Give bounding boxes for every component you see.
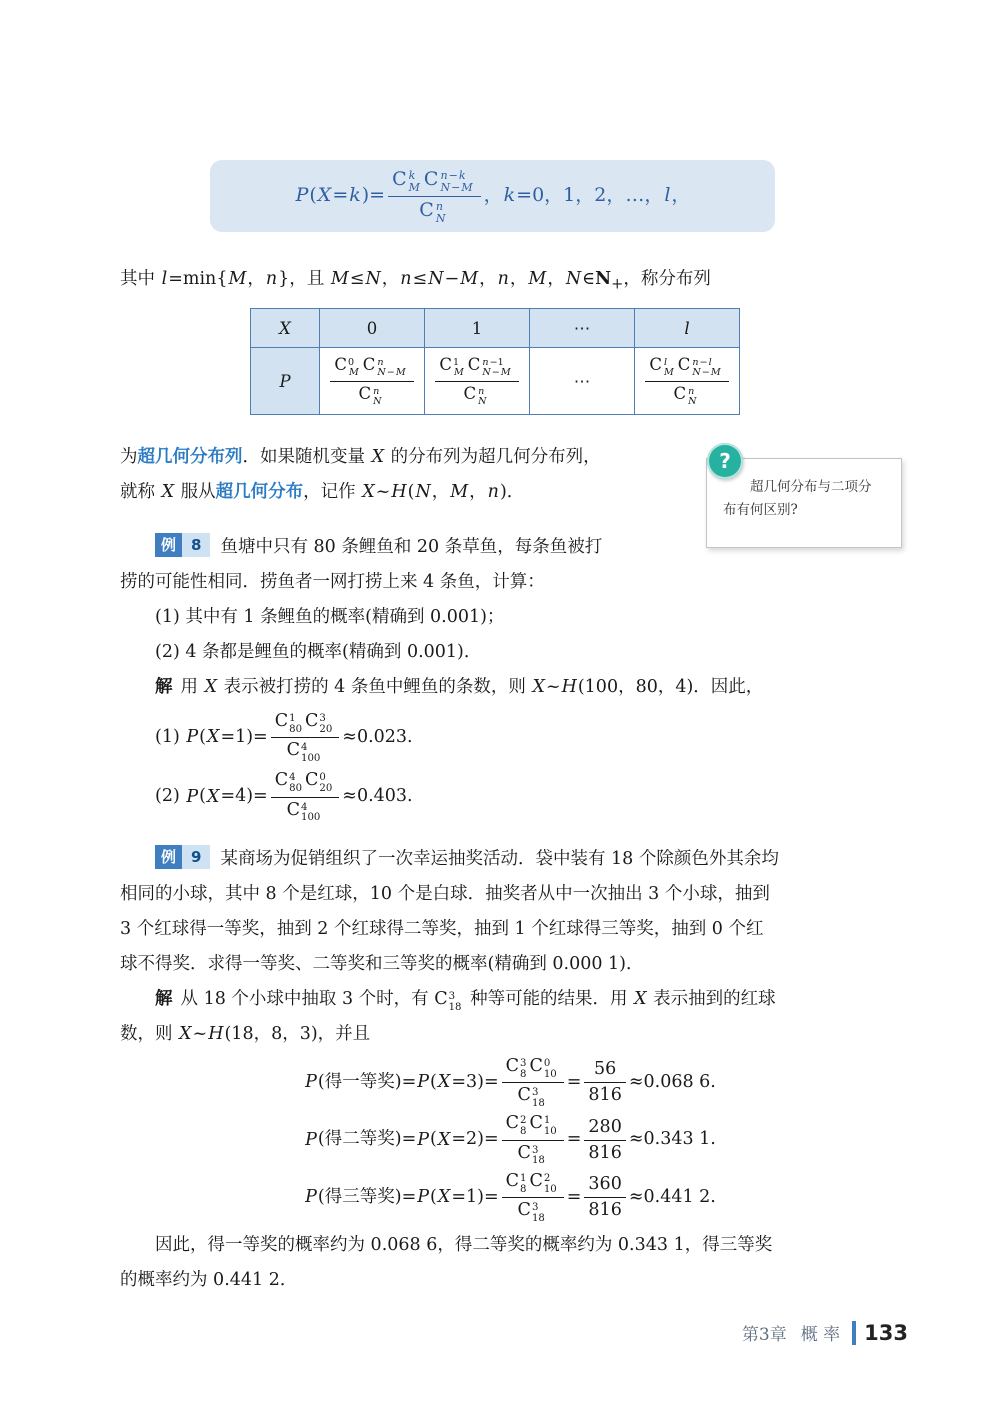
text-line: 3 个红球得一等奖，抽到 2 个红球得二等奖，抽到 1 个红球得三等奖，抽到 0 个红: [120, 919, 764, 939]
example-9-marker: [155, 846, 210, 867]
text-line: 鱼塘中只有 80 条鲤鱼和 20 条草鱼，每条鱼被打: [220, 537, 603, 557]
question-mark-icon: [707, 443, 743, 479]
footer-chapter: 第3章: [741, 1325, 787, 1345]
distribution-table: [250, 308, 740, 415]
text-line: 就称 X 服从超几何分布，记作 X~H(N，M，n)．: [120, 482, 525, 502]
text-line: 的概率约为 0.441 2．: [120, 1270, 298, 1291]
footer-subject: 概 率: [800, 1325, 841, 1345]
equation-line: P(得二等奖)=P(X=2)= C 2 8 C 1 10 C 3 18 = $\frac{280}{816}$ ≈0.343 1.: [305, 1113, 716, 1167]
text-line: [120, 530, 900, 565]
example-marker-number: 8: [182, 533, 210, 557]
text-line: 为超几何分布列．如果随机变量 X 的分布列为超几何分布列，: [120, 447, 601, 467]
example-marker-zi: 例: [155, 533, 182, 557]
margin-note-text: 超几何分布与二项分布有何区别?: [723, 479, 872, 518]
definition-paragraph: [120, 440, 740, 510]
text-line: (2) 4 条都是鲤鱼的概率(精确到 0.001)．: [155, 642, 482, 662]
page-footer: [742, 1320, 908, 1345]
intro-text: 其中 l=min{M，n}，且 M≤N，n≤N−M，n，M，$N\in N_+$，称分布列: [120, 269, 711, 293]
table-cell-x0: 0: [320, 309, 425, 348]
example-marker-number: 9: [182, 845, 210, 869]
example-8-marker: [155, 534, 210, 555]
table-row-p: [251, 348, 740, 415]
equation-line: P(得一等奖)=P(X=3)= C 3 8 C 0 10 C 3 18 = $\frac{56}{816}$ ≈0.068 6.: [305, 1056, 716, 1109]
example-9-section: [120, 842, 900, 1298]
table-cell-pl: C l M C n−l N−M C n N: [635, 348, 740, 415]
text-line: (1) 其中有 1 条鲤鱼的概率(精确到 0.001)；: [155, 607, 505, 627]
table-header-p: P: [251, 348, 320, 415]
hypergeometric-formula: P(X=k)= C k M C n−k N−M C n N ，k=0，1，2，…，l，: [295, 167, 691, 225]
equation-line: (2) P(X=4)= C 4 80 C 0 20 C 4 100 ≈0.403.: [155, 770, 413, 824]
table-cell-p1: C 1 M C n−1 N−M C n N: [425, 348, 530, 415]
table-cell-x1: 1: [425, 309, 530, 348]
solution-line: 解 从 18 个小球中抽取 3 个时，有 C 3 18 种等可能的结果．用 X 表示抽到的红球: [155, 989, 776, 1013]
table-cell-pdots: ⋯: [530, 348, 635, 415]
formula-box: [210, 160, 775, 232]
text-line: 相同的小球，其中 8 个是红球，10 个是白球．抽奖者从中一次抽出 3 个小球，抽到: [120, 884, 770, 904]
example-8-section: [120, 530, 900, 830]
table-cell-xl: l: [635, 309, 740, 348]
table-cell-xdots: ⋯: [530, 309, 635, 348]
solution-line: 解 用 X 表示被打捞的 4 条鱼中鲤鱼的条数，则 X~H(100，80，4)．因此，: [155, 677, 764, 697]
text-line: [120, 842, 900, 877]
equation-line: P(得三等奖)=P(X=1)= C 1 8 C 2 10 C 3 18 = $\frac{360}{816}$ ≈0.441 2.: [305, 1170, 716, 1224]
table-row-x: [251, 309, 740, 348]
table-cell-p0: C 0 M C n N−M C n N: [320, 348, 425, 415]
text-line: 因此，得一等奖的概率约为 0.068 6，得二等奖的概率约为 0.343 1，得三等奖: [155, 1235, 773, 1256]
text-line: 数，则 X~H(18，8，3)，并且: [120, 1024, 371, 1044]
equation-line: (1) P(X=1)= C 1 80 C 3 20 C 4 100 ≈0.023.: [155, 711, 413, 764]
question-mark-glyph: ?: [719, 449, 731, 473]
text-line: 某商场为促销组织了一次幸运抽奖活动．袋中装有 18 个除颜色外其余均: [220, 849, 779, 869]
text-line: 捞的可能性相同．捞鱼者一网打捞上来 4 条鱼，计算：: [120, 572, 545, 592]
footer-page-number: 133: [864, 1320, 908, 1345]
example-marker-zi: 例: [155, 845, 182, 869]
text-line: 球不得奖．求得一等奖、二等奖和三等奖的概率(精确到 0.000 1)．: [120, 954, 644, 974]
footer-divider: [852, 1321, 856, 1345]
table-header-x: X: [251, 309, 320, 348]
